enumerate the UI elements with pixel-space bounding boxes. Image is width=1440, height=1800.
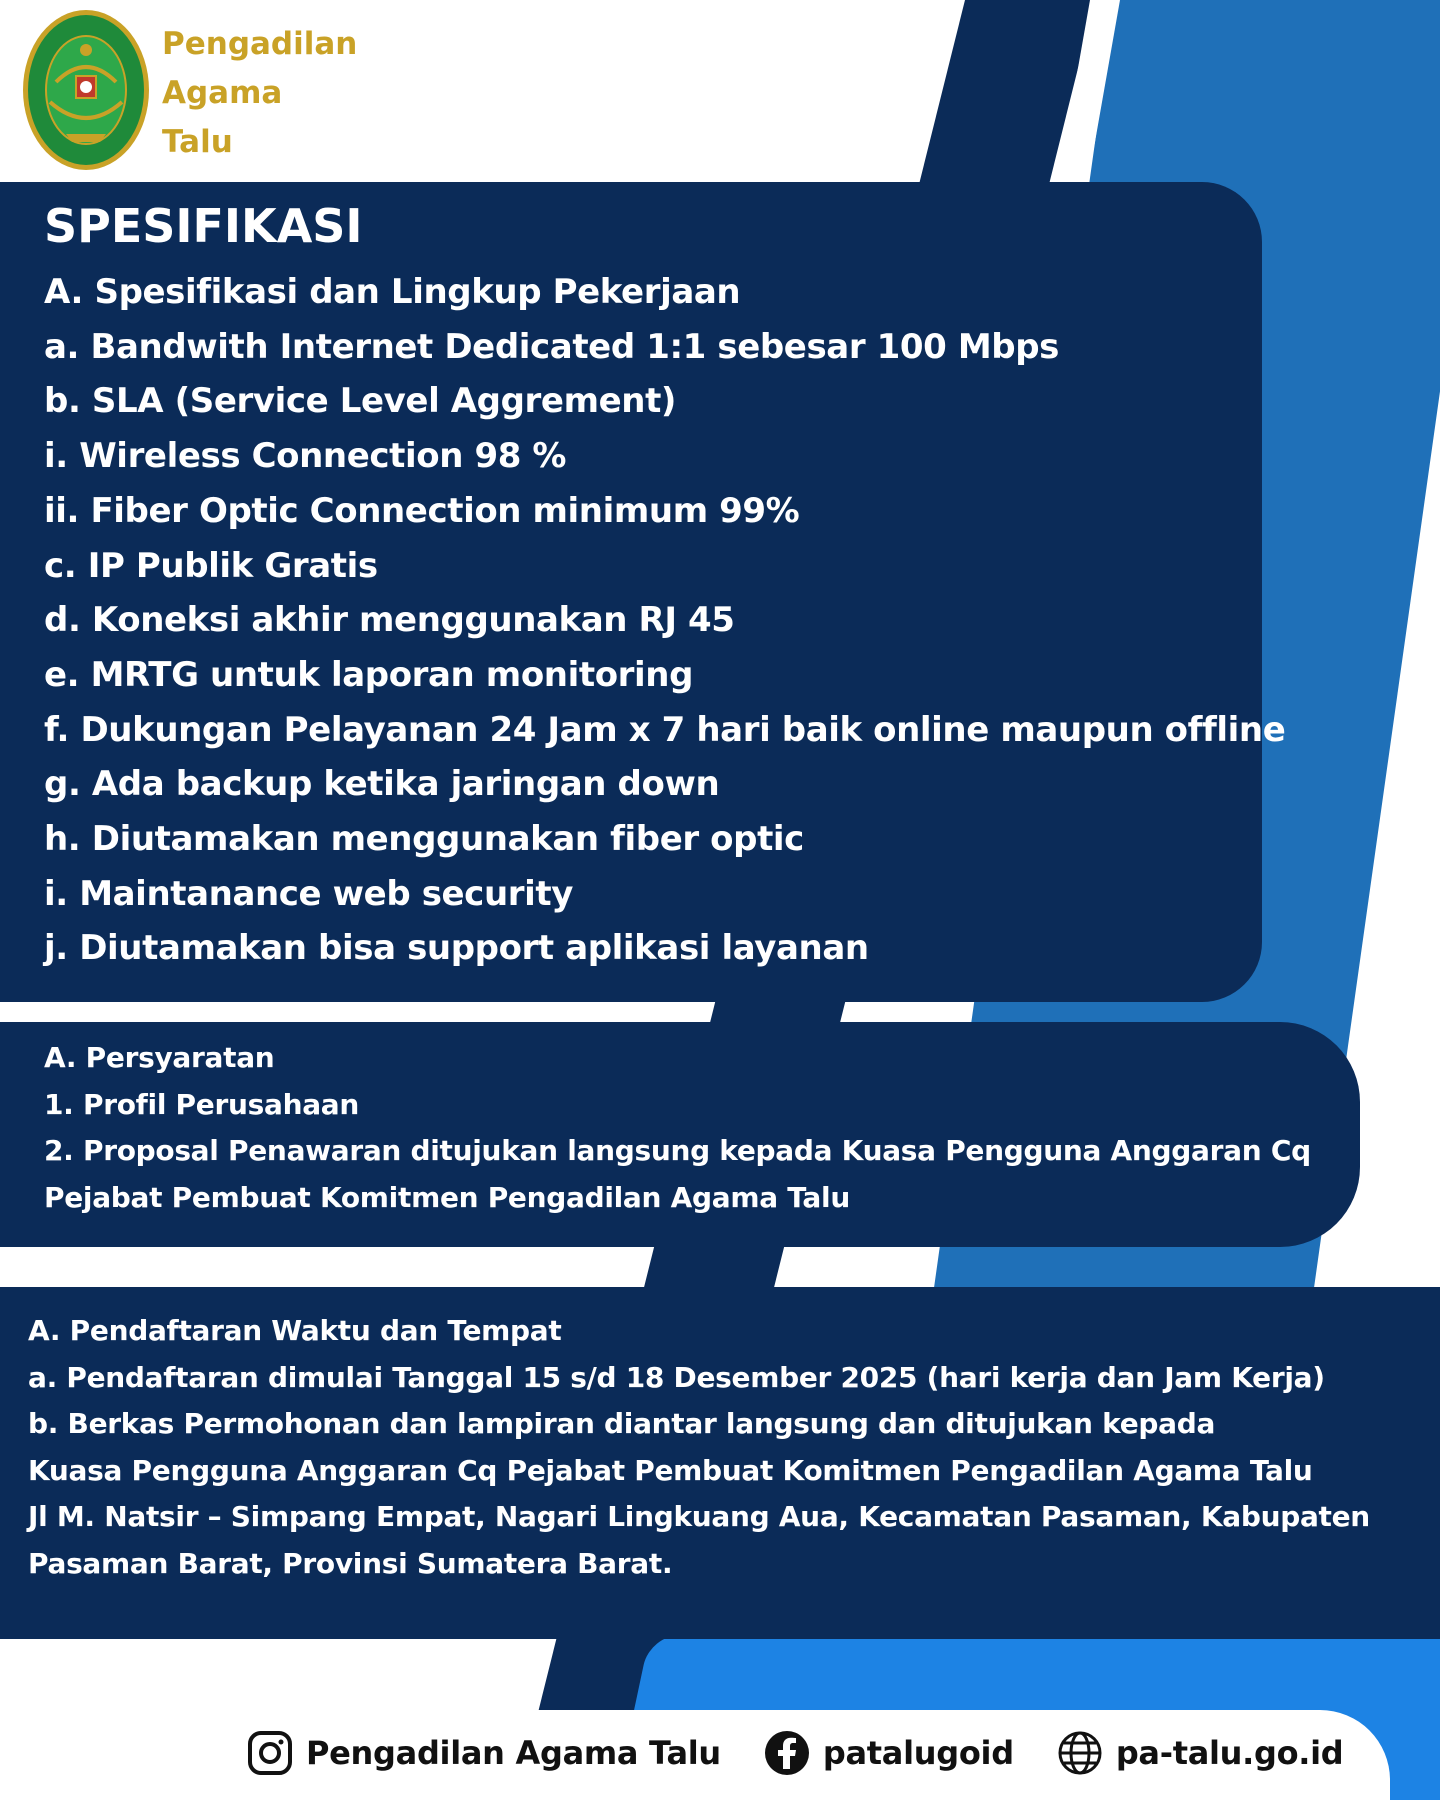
specifications-title: SPESIFIKASI <box>44 199 363 253</box>
spec-item: i. Wireless Connection 98 % <box>44 436 567 477</box>
organization-name-line: Talu <box>162 124 233 160</box>
website-label: pa-talu.go.id <box>1115 1734 1344 1772</box>
requirement-item: A. Persyaratan <box>44 1041 275 1074</box>
spec-item: a. Bandwith Internet Dedicated 1:1 sebesar 100 Mbps <box>44 326 1059 367</box>
spec-item: ii. Fiber Optic Connection minimum 99% <box>44 490 800 531</box>
specifications-list <box>44 265 1285 976</box>
header <box>0 0 1440 180</box>
requirement-item: Pejabat Pembuat Komitmen Pengadilan Agama Talu <box>44 1180 850 1214</box>
website-link[interactable] <box>1056 1729 1344 1777</box>
requirement-item: 2. Proposal Penawaran ditujukan langsung kepada Kuasa Pengguna Anggaran Cq <box>44 1134 1311 1167</box>
spec-item: A. Spesifikasi dan Lingkup Pekerjaan <box>44 272 741 312</box>
registration-item: A. Pendaftaran Waktu dan Tempat <box>28 1314 562 1347</box>
facebook-icon <box>763 1729 811 1777</box>
spec-item: c. IP Publik Gratis <box>44 545 378 586</box>
registration-item: Jl M. Natsir – Simpang Empat, Nagari Lingkuang Aua, Kecamatan Pasaman, Kabupaten <box>28 1500 1370 1533</box>
spec-item: e. MRTG untuk laporan monitoring <box>44 654 694 695</box>
spec-item: b. SLA (Service Level Aggrement) <box>44 381 677 422</box>
organization-name <box>162 20 357 167</box>
spec-item: f. Dukungan Pelayanan 24 Jam x 7 hari baik online maupun offline <box>44 709 1286 750</box>
organization-name-line: Agama <box>162 75 283 111</box>
spec-item: d. Koneksi akhir menggunakan RJ 45 <box>44 600 735 641</box>
registration-list <box>28 1308 1370 1587</box>
spec-item: h. Diutamakan menggunakan fiber optic <box>44 819 804 860</box>
globe-icon <box>1056 1729 1104 1777</box>
footer-social-bar <box>246 1720 1343 1786</box>
facebook-label: patalugoid <box>822 1734 1014 1772</box>
requirements-list <box>44 1035 1311 1221</box>
instagram-label: Pengadilan Agama Talu <box>306 1734 721 1772</box>
instagram-link[interactable] <box>246 1729 721 1777</box>
instagram-icon <box>246 1729 294 1777</box>
organization-name-line: Pengadilan <box>162 26 358 62</box>
registration-item: Pasaman Barat, Provinsi Sumatera Barat. <box>28 1546 673 1580</box>
registration-item: b. Berkas Permohonan dan lampiran diantar langsung dan ditujukan kepada <box>28 1407 1216 1440</box>
spec-item: g. Ada backup ketika jaringan down <box>44 764 720 805</box>
registration-item: a. Pendaftaran dimulai Tanggal 15 s/d 18 Desember 2025 (hari kerja dan Jam Kerja) <box>28 1360 1325 1394</box>
spec-item: j. Diutamakan bisa support aplikasi layanan <box>44 928 869 969</box>
requirement-item: 1. Profil Perusahaan <box>44 1087 360 1121</box>
facebook-link[interactable] <box>763 1729 1014 1777</box>
spec-item: i. Maintanance web security <box>44 873 573 914</box>
court-logo <box>20 6 152 174</box>
registration-item: Kuasa Pengguna Anggaran Cq Pejabat Pembuat Komitmen Pengadilan Agama Talu <box>28 1453 1313 1487</box>
